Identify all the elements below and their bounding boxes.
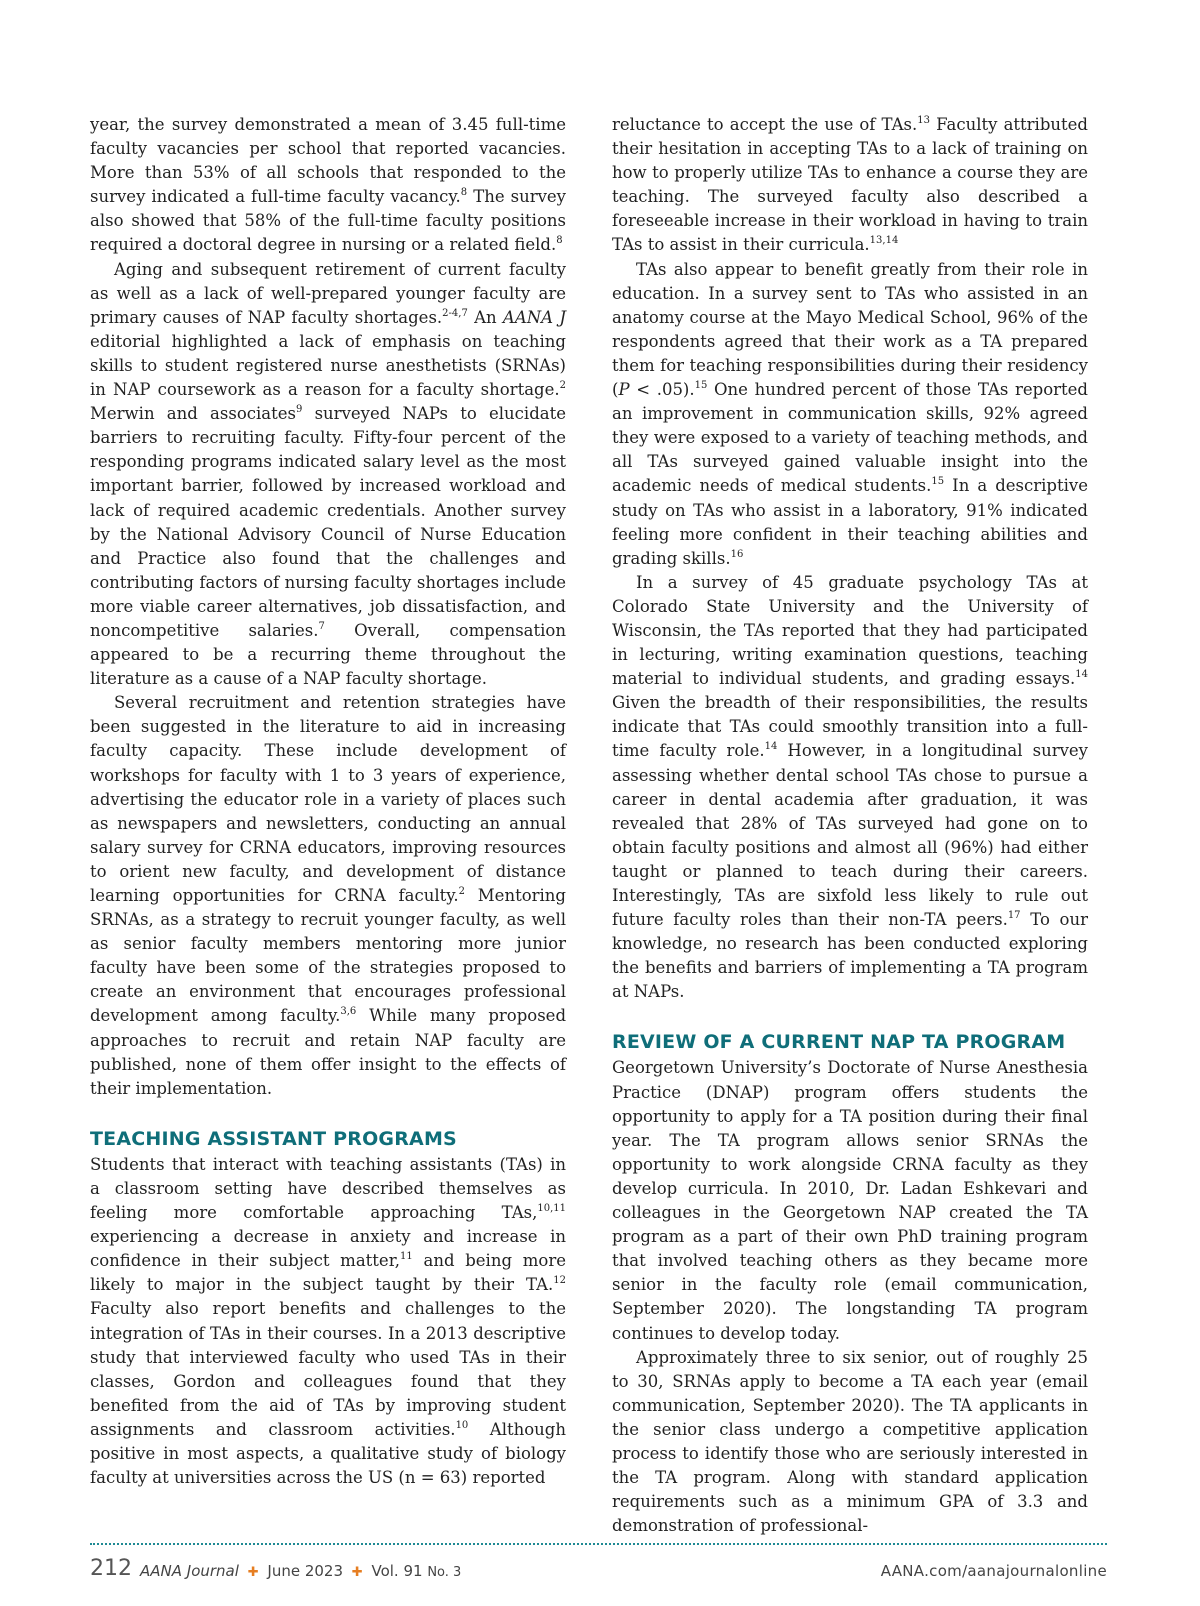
citation-superscript: 7 [318, 620, 325, 632]
citation-superscript: 12 [553, 1275, 566, 1287]
section-heading-teaching-assistant-programs: TEACHING ASSISTANT PROGRAMS [90, 1127, 457, 1150]
volume: Vol. 91 [371, 1562, 423, 1580]
paragraph: In a survey of 45 graduate psychology TAs at Colorado State University and the University of Wisconsin, the TAs reported that they had participated in lecturing, writing examination questions, teaching material to individual students, and grading essays.$^{14}$ Given the breadth of their responsibilities, the results indicate that TAs could smoothly transition into a full-time faculty role.$^{14}$ However, in a longitudinal survey assessing whether dental school TAs chose to pursue a career in dental academia after graduation, it was revealed that 28% of TAs surveyed had gone on to obtain faculty positions and almost all (96%) had either taught or planned to teach during their careers. Interestingly, TAs are sixfold less likely to rule out future faculty roles than their non-TA peers.$^{17}$ To our knowledge, no research has been conducted exploring the benefits and barriers of implementing a TA program at NAPs. [612, 572, 1088, 1002]
left-column [90, 113, 566, 1490]
citation-superscript: 14 [1075, 669, 1088, 681]
paragraph: Aging and subsequent retirement of current faculty as well as a lack of well-prepared younger faculty are primary causes of NAP faculty shortages.$^{2-4,7}$ An AANA J editorial highlighted a lack of emphasis on teaching skills to student registered nurse anesthetists (SRNAs) in NAP coursework as a reason for a faculty shortage.$^2$ Merwin and associates$^9$ surveyed NAPs to elucidate barriers to recruiting faculty. Fifty-four percent of the responding programs indicated salary level as the most important barrier, followed by increased workload and lack of required academic credentials. Another survey by the National Advisory Council of Nurse Education and Practice also found that the challenges and contributing factors of nursing faculty shortages include more viable career alternatives, job dissatisfaction, and noncompetitive salaries.$^7$ Overall, compensation appeared to be a recurring theme throughout the literature as a cause of a NAP faculty shortage. [90, 259, 566, 689]
citation-superscript: 10 [455, 1419, 469, 1431]
citation-superscript: 13 [917, 115, 931, 126]
citation-superscript: 9 [295, 404, 303, 416]
journal-url-link[interactable]: AANA.com/aanajournalonline [880, 1562, 1107, 1580]
journal-name: AANA Journal [140, 1562, 239, 1580]
issue-date: June 2023 [267, 1562, 343, 1580]
citation-superscript: 8 [556, 235, 563, 247]
page-footer [90, 1556, 1107, 1586]
paragraph: Several recruitment and retention strategies have been suggested in the literature to aid in increasing faculty capacity. These include development of workshops for faculty with 1 to 3 years of experience, advertising the educator role in a variety of places such as newspapers and newsletters, conducting an annual salary survey for CRNA educators, improving resources to orient new faculty, and development of distance learning opportunities for CRNA faculty.$^2$ Mentoring SRNAs, as a strategy to recruit younger faculty, as well as senior faculty members mentoring more junior faculty have been some of the strategies proposed to create an environment that encourages professional development among faculty.$^{3,6}$ While many proposed approaches to recruit and retain NAP faculty are published, none of them offer insight to the effects of their implementation. [90, 693, 567, 1098]
citation-superscript: 17 [1007, 910, 1021, 922]
citation-superscript: 14 [764, 741, 778, 753]
separator-icon: ✚ [351, 1565, 363, 1580]
citation-superscript: 15 [931, 476, 945, 488]
citation-superscript: 10,11 [537, 1203, 566, 1215]
citation-superscript: 8 [460, 187, 468, 199]
paragraph: Georgetown University’s Doctorate of Nurse Anesthesia Practice (DNAP) program offers students the opportunity to apply for a TA position during their final year. The TA program allows senior SRNAs the opportunity to work alongside CRNA faculty as they develop curricula. In 2010, Dr. Ladan Eshkevari and colleagues in the Georgetown NAP created the TA program as a part of their own PhD training program that involved teaching others as they became more senior in the faculty role (email communication, September 2020). The longstanding TA program continues to develop today. [612, 1058, 1088, 1343]
citation-superscript: 16 [730, 548, 744, 560]
citation-superscript: 2 [458, 886, 465, 897]
paragraph: year, the survey demonstrated a mean of 3.45 full-time faculty vacancies per school that reported vacancies. More than 53% of all schools that responded to the survey indicated a full-time faculty vacancy.$^8$ The survey also showed that 58% of the full-time faculty positions required a doctoral degree in nursing or a related field.$^8$ [90, 115, 566, 255]
citation-superscript: 2-4,7 [442, 307, 468, 319]
italic-text: AANA J [502, 307, 566, 327]
citation-superscript: 15 [694, 380, 708, 392]
citation-superscript: 2 [559, 380, 566, 392]
right-column [612, 113, 1088, 1538]
separator-icon: ✚ [247, 1565, 259, 1580]
journal-citation [140, 1562, 461, 1580]
paragraph: Approximately three to six senior, out of roughly 25 to 30, SRNAs apply to become a TA each year (email communication, September 2020). The TA applicants in the senior class undergo a competitive application process to identify those who are seriously interested in the TA program. Along with standard application requirements such as a minimum GPA of 3.3 and demonstration of professional- [612, 1347, 1088, 1536]
paragraph: Students that interact with teaching assistants (TAs) in a classroom setting have described themselves as feeling more comfortable approaching TAs,$^{10,11}$ experiencing a decrease in anxiety and increase in confidence in their subject matter,$^{11}$ and being more likely to major in the subject taught by their TA.$^{12}$ Faculty also report benefits and challenges to the integration of TAs in their courses. In a 2013 descriptive study that interviewed faculty who used TAs in their classes, Gordon and colleagues found that they benefited from the aid of TAs by improving student assignments and classroom activities.$^{10}$ Although positive in most aspects, a qualitative study of biology faculty at universities across the US (n = 63) reported [90, 1154, 566, 1488]
page-number: 212 [90, 1556, 132, 1581]
italic-text: P [618, 380, 630, 400]
footer-divider [90, 1543, 1107, 1545]
citation-superscript: 13,14 [869, 235, 899, 247]
citation-superscript: 3,6 [340, 1006, 357, 1018]
section-heading-review-nap-ta-program: REVIEW OF A CURRENT NAP TA PROGRAM [612, 1031, 1066, 1054]
paragraph: reluctance to accept the use of TAs.$^{13}$ Faculty attributed their hesitation in accepting TAs to a lack of training on how to properly utilize TAs to enhance a course they are teaching. The surveyed faculty also described a foreseeable increase in their workload in having to train TAs to assist in their curricula.$^{13,14}$ [612, 115, 1088, 255]
paragraph: TAs also appear to benefit greatly from their role in education. In a survey sent to TAs who assisted in an anatomy course at the Mayo Medical School, 96% of the respondents agreed that their work as a TA prepared them for teaching responsibilities during their residency (P < .05).$^{15}$ One hundred percent of those TAs reported an improvement in communication skills, 92% agreed they were exposed to a variety of teaching methods, and all TAs surveyed gained valuable insight into the academic needs of medical students.$^{15}$ In a descriptive study on TAs who assist in a laboratory, 91% indicated feeling more confident in their teaching abilities and grading skills.$^{16}$ [612, 259, 1088, 568]
citation-superscript: 11 [400, 1251, 413, 1263]
issue: No. 3 [427, 1565, 462, 1580]
